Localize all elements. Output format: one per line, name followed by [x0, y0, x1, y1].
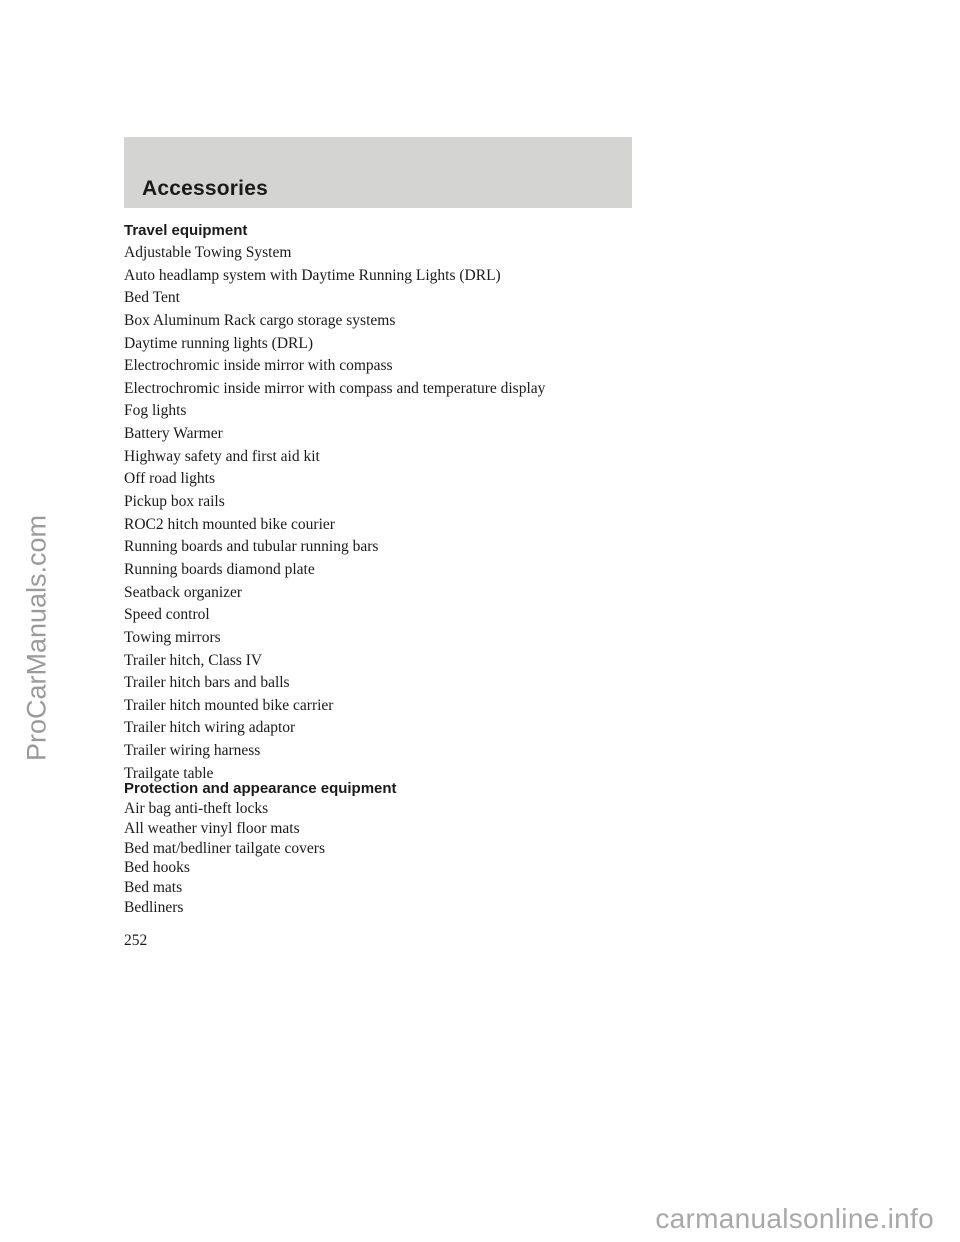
travel-equipment-list	[124, 242, 545, 785]
list-item: Trailer hitch bars and balls	[124, 674, 290, 692]
list-item: Trailer wiring harness	[124, 742, 261, 760]
list-item: Bed mat/bedliner tailgate covers	[124, 839, 325, 857]
list-item: Seatback organizer	[124, 583, 243, 601]
list-item: Trailer hitch wiring adaptor	[124, 719, 296, 737]
list-item: Bed Tent	[124, 289, 180, 307]
protection-equipment-heading: Protection and appearance equipment	[124, 780, 397, 797]
page-number: 252	[124, 932, 148, 949]
list-item: Running boards diamond plate	[124, 560, 315, 578]
page-title: Accessories	[142, 177, 268, 200]
list-item: Off road lights	[124, 470, 215, 488]
travel-equipment-heading: Travel equipment	[124, 222, 248, 239]
list-item: Daytime running lights (DRL)	[124, 334, 313, 352]
list-item: Electrochromic inside mirror with compass and temperature display	[124, 379, 546, 397]
side-watermark	[6, 513, 68, 763]
list-item: Fog lights	[124, 402, 187, 420]
side-watermark-text: ProCarManuals.com	[21, 514, 52, 762]
list-item: Bedliners	[124, 898, 184, 916]
list-item: Electrochromic inside mirror with compass	[124, 357, 393, 375]
list-item: Bed mats	[124, 879, 183, 897]
list-item: Auto headlamp system with Daytime Running Lights (DRL)	[124, 266, 501, 284]
list-item: Towing mirrors	[124, 628, 221, 646]
list-item: Battery Warmer	[124, 425, 223, 443]
list-item: Highway safety and first aid kit	[124, 447, 320, 465]
list-item: Bed hooks	[124, 859, 190, 877]
bottom-watermark: carmanualsonline.info	[655, 1203, 934, 1234]
list-item: Speed control	[124, 606, 210, 624]
list-item: All weather vinyl floor mats	[124, 819, 300, 837]
list-item: Trailgate table	[124, 764, 214, 782]
list-item: Air bag anti-theft locks	[124, 800, 269, 817]
section-header-band	[124, 137, 632, 208]
protection-equipment-list	[124, 799, 325, 918]
list-item: Trailer hitch mounted bike carrier	[124, 696, 334, 714]
list-item: ROC2 hitch mounted bike courier	[124, 515, 335, 533]
list-item: Adjustable Towing System	[124, 244, 292, 261]
list-item: Pickup box rails	[124, 493, 225, 511]
list-item: Box Aluminum Rack cargo storage systems	[124, 311, 396, 329]
list-item: Running boards and tubular running bars	[124, 538, 379, 556]
list-item: Trailer hitch, Class IV	[124, 651, 263, 669]
